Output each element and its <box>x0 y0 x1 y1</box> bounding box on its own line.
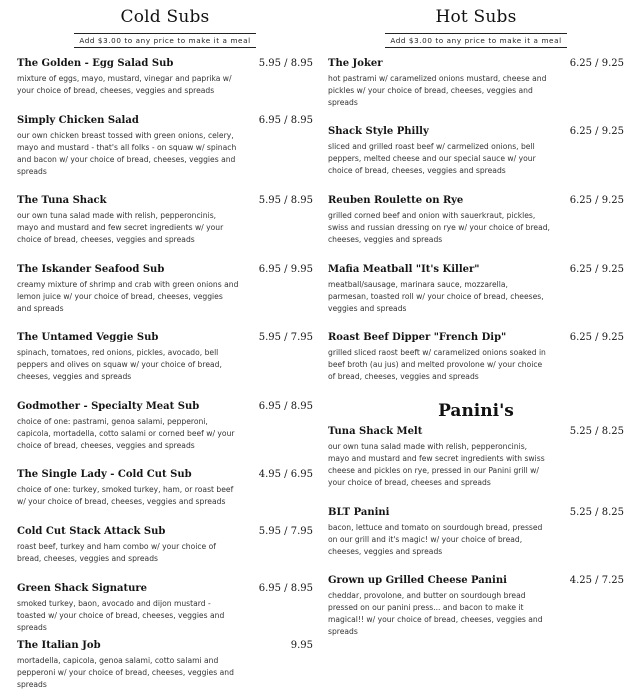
item-name: Godmother - Specialty Meat Sub <box>17 401 200 412</box>
item-price: 6.25 / 9.25 <box>569 126 624 137</box>
item-description: mixture of eggs, mayo, mustard, vinegar and paprika w/ your choice of bread, cheeses, veggies and spreads <box>17 74 232 95</box>
item-price: 6.95 / 8.95 <box>258 115 313 126</box>
menu-item <box>17 526 313 565</box>
item-description: roast beef, turkey and ham combo w/ your choice of bread, cheeses, veggies and spreads <box>17 542 216 563</box>
item-name: Reuben Roulette on Rye <box>328 195 464 206</box>
item-name: The Iskander Seafood Sub <box>17 264 165 275</box>
menu-item <box>328 264 624 315</box>
item-name: Shack Style Philly <box>328 126 429 137</box>
item-name: The Joker <box>328 58 383 69</box>
cold-subs-meal-note: Add $3.00 to any price to make it a meal <box>74 33 255 48</box>
menu-item <box>328 426 624 489</box>
menu-item <box>328 507 624 558</box>
item-price: 5.95 / 7.95 <box>258 526 313 537</box>
hot-subs-title: Hot Subs <box>435 7 517 27</box>
menu-item <box>17 115 313 178</box>
item-name: Roast Beef Dipper "French Dip" <box>328 332 507 343</box>
item-description: our own tuna salad made with relish, pepperoncinis, mayo and mustard and few secret ingredients w/ your choice of bread, cheeses, veggies and spreads <box>17 211 224 244</box>
item-price: 5.95 / 7.95 <box>258 332 313 343</box>
item-description: grilled sliced raost beeft w/ caramelized onions soaked in beef broth (au jus) and melted provolone w/ your choice of bread, cheeses, veggies and spreads <box>328 348 546 381</box>
item-description: grilled corned beef and onion with sauerkraut, pickles, swiss and russian dressing on rye w/ your choice of bread, cheeses, veggies and spreads <box>328 211 550 244</box>
item-description: meatball/sausage, marinara sauce, mozzarella, parmesan, toasted roll w/ your choice of bread, cheeses, veggies and spreads <box>328 280 544 313</box>
cold-subs-title: Cold Subs <box>120 7 210 27</box>
menu-item <box>17 583 313 634</box>
menu-item <box>328 126 624 177</box>
item-price: 4.25 / 7.25 <box>569 575 624 586</box>
menu-item <box>328 332 624 383</box>
item-name: Tuna Shack Melt <box>328 426 423 437</box>
item-description: smoked turkey, baon, avocado and dijon mustard - toasted w/ your choice of bread, cheeses, veggies and spreads <box>17 599 225 632</box>
hot-subs-meal-note: Add $3.00 to any price to make it a meal <box>385 33 566 48</box>
item-name: The Untamed Veggie Sub <box>17 332 159 343</box>
item-name: Grown up Grilled Cheese Panini <box>328 575 507 586</box>
item-name: The Single Lady - Cold Cut Sub <box>17 469 192 480</box>
item-price: 5.95 / 8.95 <box>258 195 313 206</box>
item-description: choice of one: turkey, smoked turkey, ham, or roast beef w/ your choice of bread, cheeses, veggies and spreads <box>17 485 234 506</box>
item-name: Simply Chicken Salad <box>17 115 139 126</box>
item-price: 5.25 / 8.25 <box>569 507 624 518</box>
menu-item <box>328 195 624 246</box>
menu-item <box>17 264 313 315</box>
item-name: Mafia Meatball "It's Killer" <box>328 264 480 275</box>
cold-subs-header <box>17 6 313 48</box>
item-description: our own tuna salad made with relish, pepperoncinis, mayo and mustard and few secret ingredients with swiss cheese and pickles on rye, pressed in our Panini grill w/ your choice of bread, cheeses and spreads <box>328 442 545 487</box>
item-description: creamy mixture of shrimp and crab with green onions and lemon juice w/ your choice of bread, cheeses, veggies and spreads <box>17 280 239 313</box>
menu-item <box>17 469 313 508</box>
item-name: The Tuna Shack <box>17 195 107 206</box>
item-description: choice of one: pastrami, genoa salami, pepperoni, capicola, mortadella, cotto salami or corned beef w/ your choice of bread, cheeses, veggies and spreads <box>17 417 235 450</box>
menu-item <box>17 640 313 691</box>
hot-subs-header <box>328 6 624 48</box>
menu-item <box>17 195 313 246</box>
item-name: The Golden - Egg Salad Sub <box>17 58 174 69</box>
item-price: 6.25 / 9.25 <box>569 332 624 343</box>
item-price: 6.95 / 8.95 <box>258 401 313 412</box>
item-price: 6.25 / 9.25 <box>569 195 624 206</box>
item-price: 9.95 <box>290 640 313 651</box>
item-description: hot pastrami w/ caramelized onions mustard, cheese and pickles w/ your choice of bread, cheeses, veggies and spreads <box>328 74 547 107</box>
item-price: 4.95 / 6.95 <box>258 469 313 480</box>
panini-title: Panini's <box>438 401 514 421</box>
item-price: 5.95 / 8.95 <box>258 58 313 69</box>
item-price: 6.95 / 8.95 <box>258 583 313 594</box>
menu-item <box>17 401 313 452</box>
item-price: 6.25 / 9.25 <box>569 58 624 69</box>
item-name: Green Shack Signature <box>17 583 148 594</box>
item-price: 5.25 / 8.25 <box>569 426 624 437</box>
item-name: The Italian Job <box>17 640 101 651</box>
item-name: BLT Panini <box>328 507 390 518</box>
menu-item <box>328 575 624 638</box>
item-description: bacon, lettuce and tomato on sourdough bread, pressed on our grill and it's magic! w/ your choice of bread, cheeses, veggies and spreads <box>328 523 543 556</box>
item-description: cheddar, provolone, and butter on sourdough bread pressed on our panini press... and bacon to make it magical!! w/ your choice of bread, cheeses, veggies and spreads <box>328 591 543 636</box>
item-description: sliced and grilled roast beef w/ carmelized onions, bell peppers, melted cheese and our special sauce w/ your choice of bread, cheeses, veggies and spreads <box>328 142 536 175</box>
item-price: 6.25 / 9.25 <box>569 264 624 275</box>
item-description: our own chicken breast tossed with green onions, celery, mayo and mustard - that's all folks - on squaw w/ spinach and bacon w/ your choice of bread, cheeses, veggies and spreads <box>17 131 237 176</box>
item-description: spinach, tomatoes, red onions, pickles, avocado, bell peppers and olives on squaw w/ your choice of bread, cheeses, veggies and spreads <box>17 348 222 381</box>
item-price: 6.95 / 9.95 <box>258 264 313 275</box>
menu-item <box>328 58 624 109</box>
item-description: mortadella, capicola, genoa salami, cotto salami and pepperoni w/ your choice of bread, cheeses, veggies and spreads <box>17 656 234 689</box>
menu-item <box>17 332 313 383</box>
item-name: Cold Cut Stack Attack Sub <box>17 526 166 537</box>
menu-item <box>17 58 313 97</box>
